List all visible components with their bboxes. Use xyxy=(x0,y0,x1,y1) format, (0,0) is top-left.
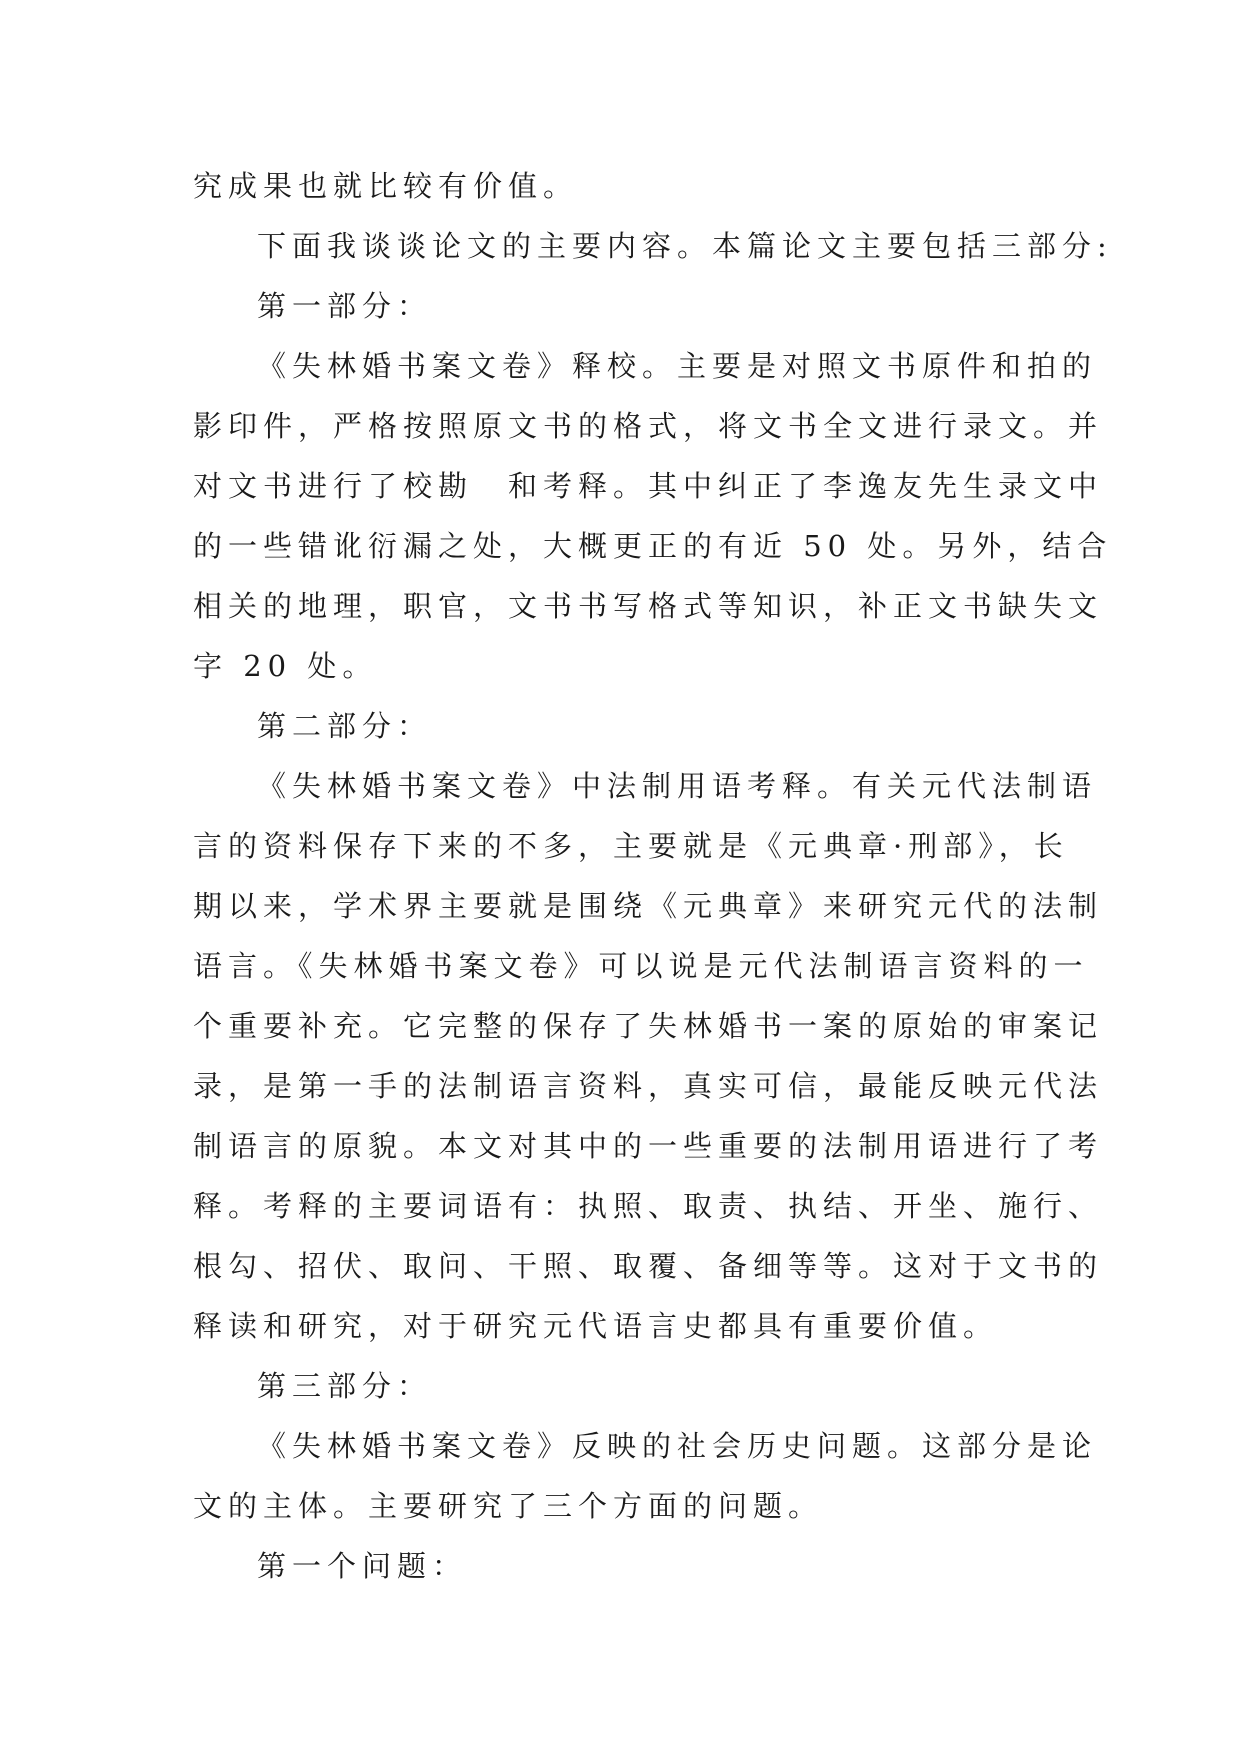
text-line: 第一个问题： xyxy=(257,1549,468,1583)
text-line: 究成果也就比较有价值。 xyxy=(193,169,579,203)
text-line: 下面我谈谈论文的主要内容。本篇论文主要包括三部分: xyxy=(257,229,1113,263)
document-body xyxy=(193,156,1113,1596)
text-line: 释读和研究，对于研究元代语言史都具有重要价值。 xyxy=(193,1309,999,1343)
text-line: 言的资料保存下来的不多，主要就是《元典章·刑部》，长 xyxy=(193,829,1069,863)
text-line: 第一部分： xyxy=(257,289,433,323)
text-line: 期以来，学术界主要就是围绕《元典章》来研究元代的法制 xyxy=(193,889,1104,923)
text-line: 《失林婚书案文卷》中法制用语考释。有关元代法制语 xyxy=(257,769,1098,803)
text-line: 录，是第一手的法制语言资料，真实可信，最能反映元代法 xyxy=(193,1069,1104,1103)
text-line: 的一些错讹衍漏之处，大概更正的有近 50 处。另外，结合 xyxy=(193,529,1113,563)
text-line: 第二部分： xyxy=(257,709,433,743)
text-line: 语言。《失林婚书案文卷》可以说是元代法制语言资料的一 xyxy=(193,949,1089,983)
text-line: 个重要补充。它完整的保存了失林婚书一案的原始的审案记 xyxy=(193,1009,1104,1043)
text-line: 《失林婚书案文卷》反映的社会历史问题。这部分是论 xyxy=(257,1429,1098,1463)
text-line: 文的主体。主要研究了三个方面的问题。 xyxy=(193,1489,824,1523)
text-line: 释。考释的主要词语有：执照、取责、执结、开坐、施行、 xyxy=(193,1189,1104,1223)
text-line: 对文书进行了校勘 和考释。其中纠正了李逸友先生录文中 xyxy=(193,469,1104,503)
text-line: 字 20 处。 xyxy=(193,649,378,683)
text-line: 制语言的原貌。本文对其中的一些重要的法制用语进行了考 xyxy=(193,1129,1104,1163)
text-line: 《失林婚书案文卷》释校。主要是对照文书原件和拍的 xyxy=(257,349,1098,383)
text-line: 影印件，严格按照原文书的格式，将文书全文进行录文。并 xyxy=(193,409,1104,443)
text-line: 第三部分： xyxy=(257,1369,433,1403)
text-line: 根勾、招伏、取问、干照、取覆、备细等等。这对于文书的 xyxy=(193,1249,1104,1283)
text-line: 相关的地理，职官，文书书写格式等知识，补正文书缺失文 xyxy=(193,589,1104,623)
